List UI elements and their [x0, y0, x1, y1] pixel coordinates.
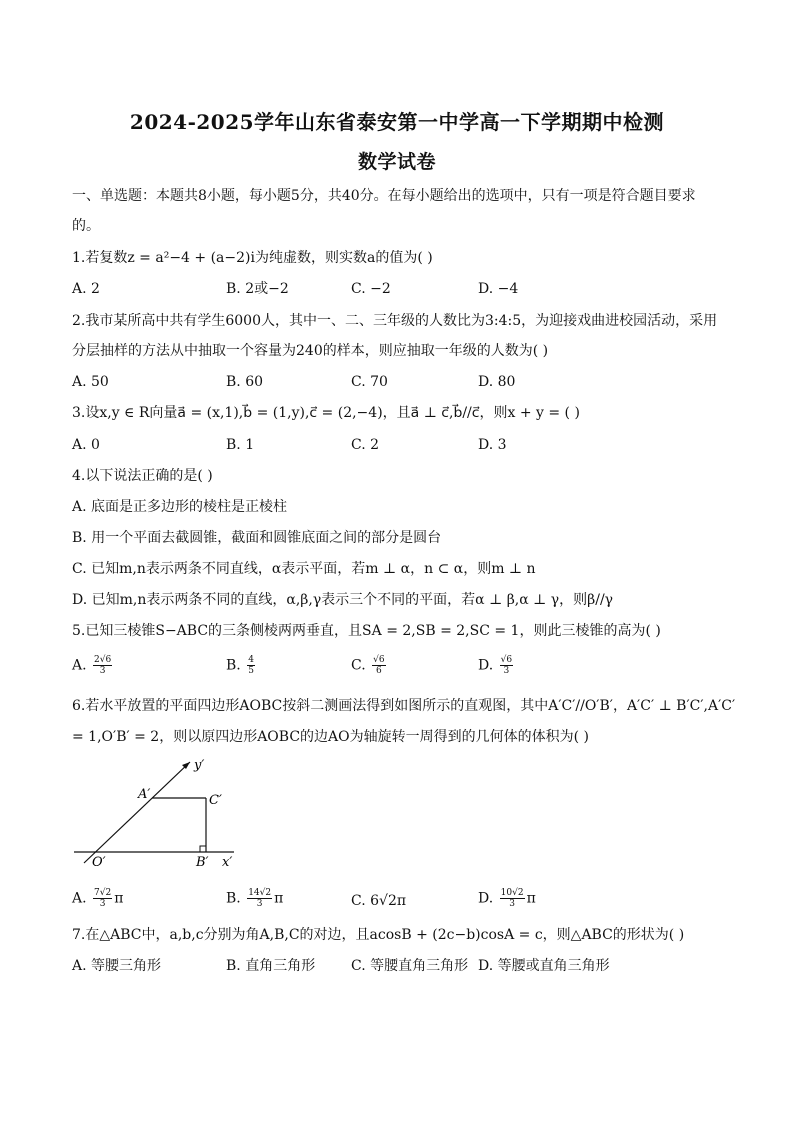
q6-option-b: B. $\frac{14√2}{3}$ π	[226, 888, 284, 909]
question-1-stem: 1.若复数z = a²−4 + (a−2)i为纯虚数，则实数a的值为( )	[72, 250, 433, 266]
q6-option-c: C. 6√2π	[351, 893, 407, 909]
q3-option-c: C. 2	[351, 437, 380, 453]
q3-option-a: A. 0	[72, 437, 100, 453]
question-2-stem-cont: 分层抽样的方法从中抽取一个容量为240的样本，则应抽取一年级的人数为( )	[72, 343, 549, 359]
section-header-cont: 的。	[72, 218, 100, 234]
q7-option-b: B. 直角三角形	[226, 958, 316, 974]
exam-title: 2024-2025学年山东省泰安第一中学高一下学期期中检测	[129, 110, 665, 134]
q5-option-a: A. $\frac{2√6}{3}$	[72, 655, 112, 676]
question-4-stem: 4.以下说法正确的是( )	[72, 468, 213, 484]
q5-option-b: B. $\frac{4}{5}$	[226, 655, 254, 676]
q5-option-c: C. $\frac{√6}{6}$	[351, 655, 385, 676]
label-a-prime: A′	[138, 787, 151, 802]
q7-option-d: D. 等腰或直角三角形	[478, 958, 610, 974]
q4-option-a: A. 底面是正多边形的棱柱是正棱柱	[72, 499, 288, 515]
q3-option-b: B. 1	[226, 437, 255, 453]
question-7-stem: 7.在△ABC中，a,b,c分别为角A,B,C的对边，且acosB + (2c−b)cosA = c，则△ABC的形状为( )	[72, 927, 685, 943]
label-y-prime: y′	[194, 758, 205, 773]
q2-option-d: D. 80	[478, 374, 516, 390]
right-angle-marker	[200, 846, 206, 852]
q4-option-b: B. 用一个平面去截圆锥，截面和圆锥底面之间的部分是圆台	[72, 530, 442, 546]
question-6-stem: 6.若水平放置的平面四边形AOBC按斜二测画法得到如图所示的直观图，其中A′C′//O′B′，A′C′ ⊥ B′C′,A′C′	[72, 698, 736, 714]
q5-option-d: D. $\frac{√6}{3}$	[478, 655, 513, 676]
q2-option-b: B. 60	[226, 374, 264, 390]
q1-option-c: C. −2	[351, 281, 391, 297]
question-6-stem-cont: = 1,O′B′ = 2，则以原四边形AOBC的边AO为轴旋转一周得到的几何体的体积为( )	[72, 729, 590, 745]
label-c-prime: C′	[209, 793, 222, 808]
section-header: 一、单选题：本题共8小题，每小题5分，共40分。在每小题给出的选项中，只有一项是符合题目要求	[72, 188, 696, 204]
q1-option-a: A. 2	[72, 281, 100, 297]
q3-option-d: D. 3	[478, 437, 507, 453]
q2-option-a: A. 50	[72, 374, 109, 390]
q7-option-c: C. 等腰直角三角形	[351, 958, 469, 974]
q1-option-b: B. 2或−2	[226, 281, 289, 297]
q4-option-d: D. 已知m,n表示两条不同的直线，α,β,γ表示三个不同的平面，若α ⊥ β,α ⊥ γ，则β//γ	[72, 592, 614, 608]
question-3-stem: 3.设x,y ∈ R向量a⃗ = (x,1),b⃗ = (1,y),c⃗ = (2,−4)，且a⃗ ⊥ c⃗,b⃗//c⃗，则x + y = ( )	[72, 405, 580, 421]
label-o-prime: O′	[92, 855, 106, 870]
oblique-projection-figure	[72, 752, 242, 872]
q2-option-c: C. 70	[351, 374, 388, 390]
q7-option-a: A. 等腰三角形	[72, 958, 162, 974]
label-b-prime: B′	[196, 855, 209, 870]
label-x-prime: x′	[222, 855, 233, 870]
q6-option-a: A. $\frac{7√2}{3}$ π	[72, 888, 124, 909]
y-axis-line	[84, 762, 190, 863]
question-5-stem: 5.已知三棱锥S−ABC的三条侧棱两两垂直，且SA = 2,SB = 2,SC = 1，则此三棱锥的高为( )	[72, 623, 661, 639]
q4-option-c: C. 已知m,n表示两条不同直线，α表示平面，若m ⊥ α，n ⊂ α，则m ⊥ n	[72, 561, 536, 577]
q6-option-d: D. $\frac{10√2}{3}$ π	[478, 888, 536, 909]
q1-option-d: D. −4	[478, 281, 519, 297]
question-2-stem: 2.我市某所高中共有学生6000人，其中一、二、三年级的人数比为3:4:5，为迎接戏曲进校园活动，采用	[72, 313, 718, 329]
exam-subtitle: 数学试卷	[357, 151, 436, 173]
